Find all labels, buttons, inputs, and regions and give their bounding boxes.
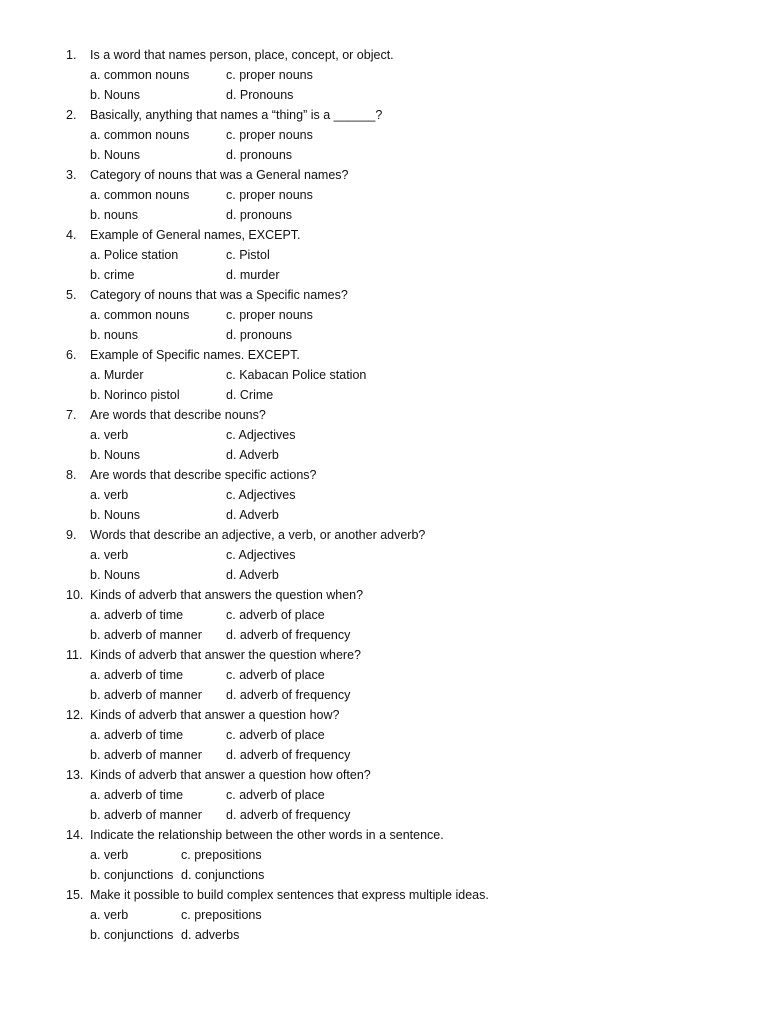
question-number: 5. (66, 288, 77, 302)
question-stem (0, 165, 768, 185)
option-b: b. conjunctions (90, 868, 174, 882)
question-7 (0, 405, 768, 465)
question-text: Kinds of adverb that answer the question where? (90, 648, 362, 662)
option-c: c. proper nouns (226, 188, 313, 202)
option-row (0, 485, 768, 505)
option-b: b. Nouns (90, 448, 141, 462)
quiz-list (0, 45, 768, 945)
question-12 (0, 705, 768, 765)
question-text: Words that describe an adjective, a verb, or another adverb? (90, 528, 426, 542)
option-c: c. adverb of place (226, 668, 325, 682)
option-row (0, 425, 768, 445)
option-d: d. pronouns (226, 328, 293, 342)
question-15 (0, 885, 768, 945)
option-row (0, 785, 768, 805)
option-a: a. adverb of time (90, 608, 184, 622)
option-a: a. adverb of time (90, 788, 184, 802)
option-row (0, 145, 768, 165)
option-d: d. adverb of frequency (226, 808, 351, 822)
question-5 (0, 285, 768, 345)
option-d: d. pronouns (226, 208, 293, 222)
question-stem (0, 285, 768, 305)
option-c: c. Kabacan Police station (226, 368, 367, 382)
option-b: b. conjunctions (90, 928, 174, 942)
option-row (0, 205, 768, 225)
question-number: 13. (66, 768, 84, 782)
option-a: a. Police station (90, 248, 179, 262)
question-text: Make it possible to build complex sentences that express multiple ideas. (90, 888, 489, 902)
option-c: c. proper nouns (226, 308, 313, 322)
question-number: 10. (66, 588, 84, 602)
question-stem (0, 825, 768, 845)
question-stem (0, 765, 768, 785)
option-a: a. verb (90, 488, 129, 502)
question-text: Basically, anything that names a “thing” is a ______? (90, 108, 383, 122)
question-number: 3. (66, 168, 77, 182)
question-text: Category of nouns that was a General names? (90, 168, 349, 182)
question-stem (0, 405, 768, 425)
option-row (0, 545, 768, 565)
option-row (0, 445, 768, 465)
option-c: c. adverb of place (226, 608, 325, 622)
option-a: a. common nouns (90, 188, 190, 202)
option-a: a. common nouns (90, 68, 190, 82)
option-b: b. Nouns (90, 568, 141, 582)
question-text: Example of Specific names. EXCEPT. (90, 348, 300, 362)
option-d: d. pronouns (226, 148, 293, 162)
option-b: b. Norinco pistol (90, 388, 180, 402)
question-number: 4. (66, 228, 77, 242)
question-number: 8. (66, 468, 77, 482)
option-row (0, 325, 768, 345)
question-text: Example of General names, EXCEPT. (90, 228, 301, 242)
option-c: c. proper nouns (226, 68, 313, 82)
question-9 (0, 525, 768, 585)
option-row (0, 85, 768, 105)
question-6 (0, 345, 768, 405)
option-row (0, 65, 768, 85)
option-a: a. Murder (90, 368, 144, 382)
option-d: d. Crime (226, 388, 274, 402)
option-a: a. common nouns (90, 308, 190, 322)
question-stem (0, 105, 768, 125)
option-row (0, 905, 768, 925)
option-d: d. adverb of frequency (226, 688, 351, 702)
option-a: a. verb (90, 428, 129, 442)
option-b: b. adverb of manner (90, 808, 202, 822)
question-3 (0, 165, 768, 225)
option-a: a. common nouns (90, 128, 190, 142)
option-d: d. conjunctions (181, 868, 265, 882)
question-text: Are words that describe specific actions? (90, 468, 317, 482)
option-row (0, 625, 768, 645)
option-d: d. Pronouns (226, 88, 294, 102)
option-a: a. verb (90, 548, 129, 562)
question-text: Kinds of adverb that answers the question when? (90, 588, 364, 602)
option-c: c. Adjectives (226, 548, 296, 562)
option-d: d. adverb of frequency (226, 628, 351, 642)
question-stem (0, 525, 768, 545)
option-c: c. prepositions (181, 908, 262, 922)
question-number: 7. (66, 408, 77, 422)
option-row (0, 365, 768, 385)
question-stem (0, 585, 768, 605)
question-stem (0, 225, 768, 245)
option-c: c. Adjectives (226, 488, 296, 502)
question-text: Indicate the relationship between the other words in a sentence. (90, 828, 444, 842)
question-text: Kinds of adverb that answer a question how? (90, 708, 340, 722)
option-row (0, 925, 768, 945)
option-c: c. prepositions (181, 848, 262, 862)
question-stem (0, 45, 768, 65)
option-b: b. nouns (90, 328, 138, 342)
option-b: b. Nouns (90, 508, 141, 522)
option-row (0, 725, 768, 745)
option-d: d. Adverb (226, 508, 279, 522)
question-text: Are words that describe nouns? (90, 408, 266, 422)
question-number: 14. (66, 828, 84, 842)
option-d: d. Adverb (226, 448, 279, 462)
option-b: b. Nouns (90, 88, 141, 102)
option-row (0, 305, 768, 325)
option-b: b. nouns (90, 208, 138, 222)
option-c: c. Pistol (226, 248, 270, 262)
option-row (0, 745, 768, 765)
option-row (0, 265, 768, 285)
option-row (0, 505, 768, 525)
question-number: 9. (66, 528, 77, 542)
option-d: d. adverb of frequency (226, 748, 351, 762)
option-d: d. adverbs (181, 928, 240, 942)
option-b: b. adverb of manner (90, 748, 202, 762)
question-1 (0, 45, 768, 105)
option-row (0, 245, 768, 265)
option-row (0, 565, 768, 585)
option-c: c. proper nouns (226, 128, 313, 142)
option-row (0, 845, 768, 865)
question-number: 15. (66, 888, 84, 902)
question-number: 11. (66, 648, 83, 662)
question-number: 1. (66, 48, 77, 62)
option-row (0, 865, 768, 885)
question-13 (0, 765, 768, 825)
option-c: c. adverb of place (226, 788, 325, 802)
option-a: a. verb (90, 908, 129, 922)
question-stem (0, 345, 768, 365)
option-b: b. Nouns (90, 148, 141, 162)
question-text: Category of nouns that was a Specific names? (90, 288, 348, 302)
option-a: a. adverb of time (90, 668, 184, 682)
option-b: b. crime (90, 268, 135, 282)
question-number: 2. (66, 108, 77, 122)
question-stem (0, 645, 768, 665)
question-text: Kinds of adverb that answer a question how often? (90, 768, 371, 782)
option-c: c. Adjectives (226, 428, 296, 442)
option-b: b. adverb of manner (90, 688, 202, 702)
option-a: a. adverb of time (90, 728, 184, 742)
question-stem (0, 465, 768, 485)
question-number: 12. (66, 708, 84, 722)
option-row (0, 665, 768, 685)
question-stem (0, 705, 768, 725)
question-text: Is a word that names person, place, concept, or object. (90, 48, 394, 62)
question-stem (0, 885, 768, 905)
option-d: d. murder (226, 268, 280, 282)
option-row (0, 605, 768, 625)
option-row (0, 185, 768, 205)
option-row (0, 685, 768, 705)
option-d: d. Adverb (226, 568, 279, 582)
question-2 (0, 105, 768, 165)
question-number: 6. (66, 348, 77, 362)
question-14 (0, 825, 768, 885)
question-11 (0, 645, 768, 705)
option-a: a. verb (90, 848, 129, 862)
question-10 (0, 585, 768, 645)
option-b: b. adverb of manner (90, 628, 202, 642)
option-row (0, 125, 768, 145)
question-8 (0, 465, 768, 525)
option-c: c. adverb of place (226, 728, 325, 742)
question-4 (0, 225, 768, 285)
option-row (0, 385, 768, 405)
option-row (0, 805, 768, 825)
